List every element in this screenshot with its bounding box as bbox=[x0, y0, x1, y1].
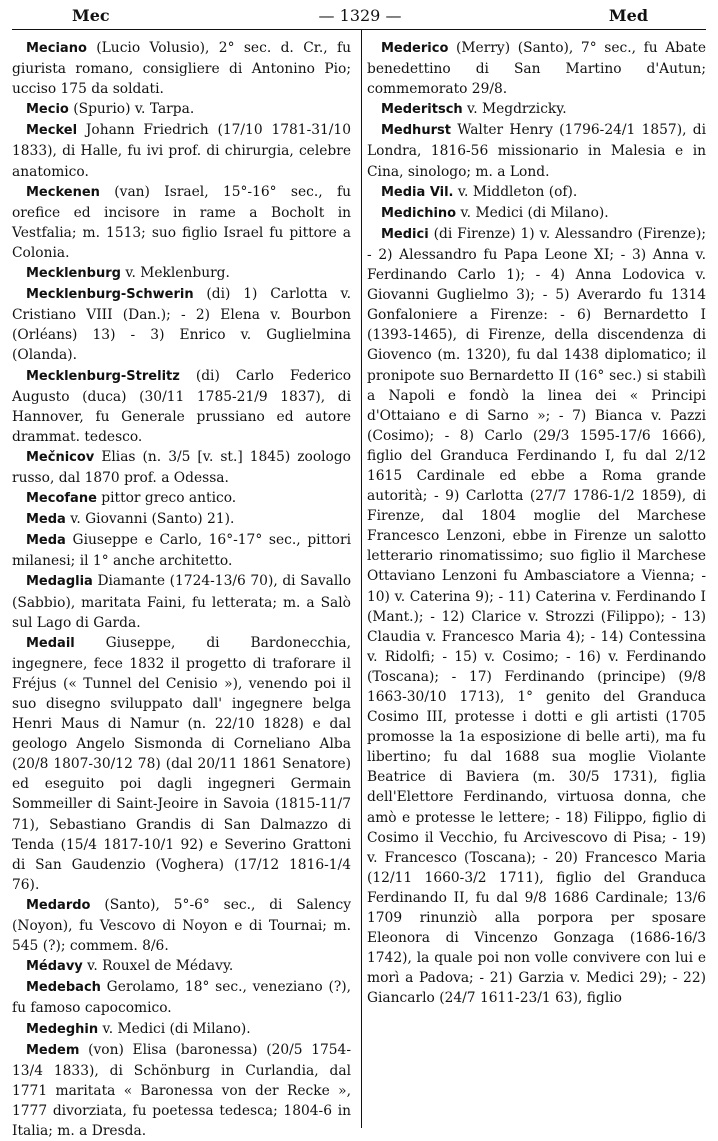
entry-headword: Meda bbox=[26, 512, 66, 528]
page-number: — 1329 — bbox=[318, 6, 402, 25]
dictionary-entry bbox=[12, 571, 351, 632]
entry-text: v. Megdrzicky. bbox=[467, 101, 567, 118]
dictionary-entry bbox=[12, 956, 351, 977]
left-column bbox=[12, 38, 359, 1139]
entry-headword: Mečnicov bbox=[26, 449, 95, 465]
dictionary-entry bbox=[12, 895, 351, 956]
entry-headword: Medardo bbox=[26, 897, 91, 913]
dictionary-entry bbox=[12, 488, 351, 509]
entry-text: (di) Carlo Federico Augusto (duca) (30/11 1785-21/9 1837), di Hannover, fu Generale prussiano ed autore drammat. tedesco. bbox=[12, 367, 352, 445]
entry-text: (Lucio Volusio), 2° sec. d. Cr., fu giurista romano, consigliere di Antonino Pio; ucciso 175 da soldati. bbox=[12, 40, 351, 98]
entry-text: pittor greco antico. bbox=[101, 490, 237, 507]
entry-headword: Medhurst bbox=[381, 123, 451, 139]
dictionary-entry bbox=[12, 366, 351, 447]
entry-headword: Mecklenburg bbox=[26, 266, 121, 282]
dictionary-entry bbox=[367, 224, 706, 1009]
column-divider bbox=[361, 30, 362, 1128]
entry-text: (di Firenze) 1) v. Alessandro (Firenze); - 2) Alessandro fu Papa Leone XI; - 3) Anna v. Ferdinando Carlo 1); - 4) Anna Lodovica v. Giovanni Guglielmo 3); - 5) Averardo fu 1314 Gonfaloniere a Firenze: - 6) Bernardetto I (1393-1465), di Firenze, della discendenza di Giovenco (m. 1320), fu dal 1438 diplomatico; il pronipote suo Bernardetto II (16° sec.) si stabilì a Napoli e fondò la linea dei « Principi d'Ottaiano e di Sarno »; - 7) Bianca v. Pazzi (Cosimo); - 8) Carlo (29/3 1595-17/6 1666), figlio del Granduca Ferdinando I, fu dal 2/12 1615 Cardinale ed ebbe a Roma grande autorità; - 9) Carlotta (27/7 1786-1/2 1859), di Firenze, dal 1804 moglie del Marchese Francesco Lenzoni, ebbe in Firenze un salotto letterario rinomatissimo; suo figlio il Marchese Ottaviano Lenzoni fu Ambasciatore a Vienna; - 10) v. Caterina 9); - 11) Caterina v. Ferdinando I (Mant.); - 12) Clarice v. Strozzi (Filippo); - 13) Claudia v. Francesco Maria 4); - 14) Contessina v. Ridolfi; - 15) v. Cosimo; - 16) v. Ferdinando (Toscana); - 17) Ferdinando (principe) (9/8 1663-30/10 1713), 1° genito del Granduca Cosimo III, protesse i dotti e gli artisti (1705 promosse la 1a esposizione di belle arti), ma fu libertino; fu dal 1688 sua moglie Violante Beatrice di Baviera (m. 30/5 1731), figlia dell'Elettore Ferdinando, virtuosa donna, che amò e protesse le lettere; - 18) Filippo, figlio di Cosimo il Vecchio, fu Arcivescovo di Pisa; - 19) v. Francesco (Toscana); - 20) Francesco Maria (12/11 1660-3/2 1711), figlio del Granduca Ferdinando II, fu dal 9/8 1686 Cardinale; 13/6 1709 rinunziò alla porpora per sposare Eleonora di Vincenzo Gonzaga (1686-16/3 1742), la quale poi non volle convivere con lui e morì a Padova; - 21) Garzia v. Medici 29); - 22) Giancarlo (24/7 1611-23/1 63), figlio bbox=[367, 225, 706, 1007]
dictionary-entry bbox=[12, 977, 351, 1018]
dictionary-entry bbox=[367, 38, 706, 99]
columns bbox=[12, 38, 707, 1139]
entry-text: (Spurio) v. Tarpa. bbox=[73, 101, 195, 118]
page-header bbox=[12, 4, 706, 30]
entry-text: (Merry) (Santo), 7° sec., fu Abate benedettino di San Martino d'Autun; commemorato 29/8. bbox=[367, 40, 707, 98]
entry-text: Walter Henry (1796-24/1 1857), di Londra, 1816-56 missionario in Malesia e in Cina, sinologo; m. a Lond. bbox=[367, 122, 706, 180]
entry-headword: Medebach bbox=[26, 980, 101, 996]
entry-headword: Medeghin bbox=[26, 1021, 99, 1037]
dictionary-entry bbox=[12, 530, 351, 571]
entry-text: (Santo), 5°-6° sec., di Salency (Noyon), fu Vescovo di Noyon e di Tournai; m. 545 (?); commem. 8/6. bbox=[12, 896, 351, 955]
dictionary-entry bbox=[12, 1019, 351, 1040]
entry-text: Diamante (1724-13/6 70), di Savallo (Sabbio), maritata Faini, fu letterata; m. a Salò sul Lago di Garda. bbox=[12, 573, 351, 631]
header-right-guideword: Med bbox=[608, 6, 648, 25]
entry-text: (di) 1) Carlotta v. Cristiano VIII (Dan.); - 2) Elena v. Bourbon (Orléans) 13) - 3) Enrico v. Guglielmina (Olanda). bbox=[12, 286, 351, 364]
dictionary-entry bbox=[12, 633, 351, 895]
dictionary-entry bbox=[12, 120, 351, 181]
entry-headword: Mederitsch bbox=[381, 102, 463, 118]
dictionary-entry bbox=[12, 99, 351, 120]
dictionary-entry bbox=[12, 263, 351, 284]
entry-text: Giuseppe, di Bardonecchia, ingegnere, fece 1832 il progetto di traforare il Fréjus (« Tunnel del Cenisio »), venendo poi il suo disegno sviluppato dall' ingegnere belga Henri Maus di Namur (n. 22/10 1828) e dal geologo Angelo Sismonda di Corneliano Alba (20/8 1807-30/12 78) (dal 20/11 1861 Senatore) ed eseguito poi dagli ingegneri Germain Sommeiller di Saint-Jeoire in Savoia (1815-11/7 71), Sebastiano Grandis di San Dalmazzo di Tenda (15/4 1817-10/1 92) e Severino Grattoni di San Gaudenzio (Voghera) (17/12 1816-1/4 76). bbox=[12, 634, 351, 893]
entry-headword: Medichino bbox=[381, 205, 457, 221]
entry-headword: Medem bbox=[26, 1042, 80, 1058]
dictionary-entry bbox=[367, 203, 706, 224]
dictionary-entry bbox=[367, 120, 706, 181]
entry-headword: Meciano bbox=[26, 41, 87, 56]
dictionary-entry bbox=[12, 509, 351, 530]
entry-headword: Meckel bbox=[26, 123, 78, 139]
entry-text: (van) Israel, 15°-16° sec., fu orefice ed incisore in rame a Bocholt in Vestfalia; m. 1513; suo figlio Israel fu pittore a Colonia. bbox=[12, 183, 351, 261]
entry-text: v. Medici (di Milano). bbox=[460, 204, 609, 221]
entry-headword: Meckenen bbox=[26, 184, 100, 200]
entry-text: (von) Elisa (baronessa) (20/5 1754-13/4 1833), di Schönburg in Curlandia, dal 1771 maritata « Baronessa von der Recke », 1777 divorziata, fu poetessa tedesca; 1804-6 in Italia; m. a Dresda. bbox=[12, 1041, 351, 1139]
dictionary-entry bbox=[12, 182, 351, 263]
dictionary-entry bbox=[12, 447, 351, 488]
entry-text: v. Middleton (of). bbox=[457, 183, 578, 200]
entry-headword: Meda bbox=[26, 533, 66, 549]
entry-text: Gerolamo, 18° sec., veneziano (?), fu famoso capocomico. bbox=[12, 979, 351, 1017]
entry-headword: Medici bbox=[381, 226, 429, 242]
header-left-guideword: Mec bbox=[72, 6, 110, 25]
dictionary-entry bbox=[12, 284, 351, 365]
right-column bbox=[359, 38, 706, 1128]
entry-headword: Mecklenburg-Strelitz bbox=[26, 368, 180, 384]
entry-headword: Mecio bbox=[26, 102, 69, 118]
entry-headword: Medail bbox=[26, 635, 75, 651]
dictionary-entry bbox=[367, 182, 706, 203]
entry-text: v. Giovanni (Santo) 21). bbox=[70, 511, 235, 528]
entry-headword: Médavy bbox=[26, 959, 83, 975]
entry-headword: Mecklenburg-Schwerin bbox=[26, 287, 194, 303]
entry-headword: Mederico bbox=[381, 41, 449, 56]
entry-headword: Media Vil. bbox=[381, 184, 454, 200]
entry-text: Giuseppe e Carlo, 16°-17° sec., pittori milanesi; il 1° anche architetto. bbox=[12, 532, 352, 570]
dictionary-entry bbox=[12, 38, 351, 99]
entry-headword: Medaglia bbox=[26, 574, 93, 590]
entry-text: v. Rouxel de Médavy. bbox=[87, 958, 234, 975]
entry-text: v. Medici (di Milano). bbox=[102, 1020, 251, 1037]
entry-headword: Mecofane bbox=[26, 491, 97, 507]
entry-text: Elias (n. 3/5 [v. st.] 1845) zoologo russo, dal 1870 prof. a Odessa. bbox=[12, 448, 351, 486]
dictionary-entry bbox=[12, 1040, 351, 1141]
dictionary-entry bbox=[367, 99, 706, 120]
entry-text: Johann Friedrich (17/10 1781-31/10 1833), di Halle, fu ivi prof. di chirurgia, celebre anatomico. bbox=[12, 122, 351, 180]
entry-text: v. Meklenburg. bbox=[125, 265, 230, 282]
